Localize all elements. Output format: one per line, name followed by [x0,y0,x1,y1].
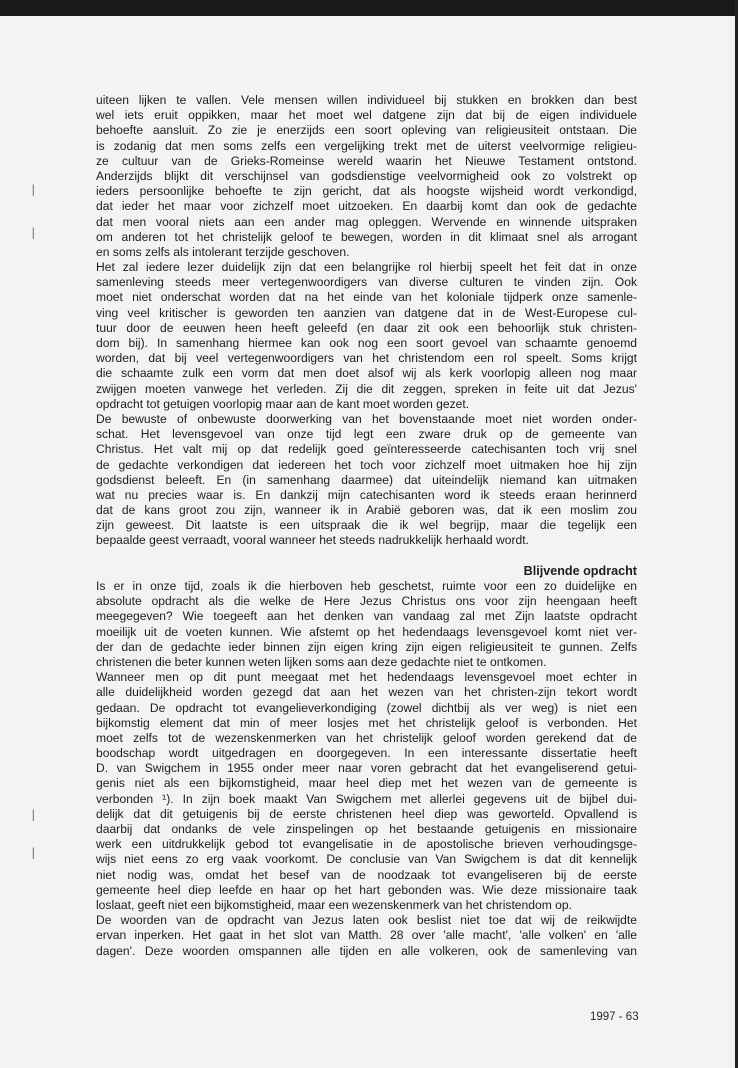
text-line: D. van Swigchem in 1955 onder meer naar voren gebracht dat het evangeliserend getui- [96,761,637,776]
text-line: Wanneer men op dit punt meegaat met het hedendaags levensgevoel moet echter in [96,670,637,685]
text-line: gemeente heel diep leefde en haar op het hart gebonden was. Wie deze missionaire taak [96,882,637,897]
text-line: ving veel kritischer is geworden ten aanzien van datgene dat in de West-Europese cul- [96,305,637,320]
paragraph [96,412,637,549]
text-line: alle duidelijkheid worden gezegd dat aan het wezen van het christen-zijn tekort wordt [96,685,637,700]
text-line: Anderzijds blijkt dit verschijnsel van godsdienstige veelvormigheid ook zo volstrekt op [96,168,637,183]
text-line: delijk dat dit getuigenis bij de eerste christenen heel diep was geworteld. Opvallend is [96,806,637,821]
text-line: De bewuste of onbewuste doorwerking van het bovenstaande moet niet worden onder- [96,411,637,426]
margin-mark: ǀ [31,844,36,863]
text-line: meegegeven? Wie toegeeft aan het denken van vandaag zal met Zijn laatste opdracht [96,609,637,624]
text-line: behoefte aansluit. Zo zie je enerzijds een soort opleving van religieusiteit ontstaan. Die [96,123,637,138]
text-line: dagen'. Deze woorden omspannen alle tijden en alle volkeren, ook de samenleving van [96,943,637,958]
text-line: dat ieder het maar voor zichzelf moet uitzoeken. En daarbij komt dan ook de gedachte [96,199,637,214]
text-line: ze cultuur van de Grieks-Romeinse wereld waarin het Nieuwe Testament ontstond. [96,153,637,168]
text-line: der dan de gedachte ieder binnen zijn eigen kring zijn eigen religieusiteit te gunnen. Zelfs [96,639,637,654]
text-line: boodschap wordt uitgedragen en doorgegeven. In een interessante dissertatie heeft [96,746,637,761]
text-line: om anderen tot het christelijk geloof te bewegen, worden in dit klimaat snel als arrogant [96,229,637,244]
text-line: bepaalde geest verraadt, vooral wanneer het steeds nadrukkelijk herhaald wordt. [96,533,529,548]
text-line: dom bij). In samenhang hiermee kan ook nog een soort gevoel van schaamte genoemd [96,336,637,350]
paragraph [96,260,637,412]
text-line: zijn geweest. Dit laatste is een uitspraak die ik wel begrijp, maar die tegelijk een [96,518,637,533]
text-line: samenleving steeds meer vertegenwoordigers van diverse culturen te vinden zijn. Ook [96,275,637,290]
text-line: dat de kans groot zou zijn, wanneer ik in Arabië geboren was, dat ik een moslim zou [96,503,637,518]
text-line: opdracht tot getuigen voorlopig maar aan de kant moet worden gezet. [96,396,470,411]
text-line: uiteen lijken te vallen. Vele mensen willen individueel bij stukken en brokken dan best [96,93,637,107]
text-line: zwijgen moeten vanwege het verleden. Zij die dit zeggen, spreken in feite uit dat Jezus' [96,381,637,396]
text-line: bijkomstig element dat min of meer losjes met het christelijk geloof is verbonden. Het [96,715,637,730]
text-line: die schaamte zulk een vorm dat men doet alsof wij als kerk voorlopig alleen nog maar [96,366,637,381]
margin-mark: ǀ [31,224,36,243]
text-line: De woorden van de opdracht van Jezus laten ook beslist niet toe dat wij de reikwijdte [96,913,637,928]
paragraph [96,93,637,260]
text-line: wijs niet eens zo erg vaak voorkomt. De conclusie van Van Swigchem is dat dit kennelijk [96,852,637,867]
text-line: Christus. Het valt mij op dat redelijk goed geïnteresseerde catechisanten toch vrij snel [96,442,637,457]
paragraph [96,670,637,913]
text-line: moet zelfs tot de wezenskenmerken van het christelijk geloof worden gerekend dat de [96,730,637,745]
text-line: moeilijk uit de voeten kunnen. Wie afstemt op het hedendaags levensgevoel komt niet ver- [96,624,637,639]
paragraph [96,579,637,670]
text-line: christenen die beter kunnen weten lijken soms aan deze gedachte niet te ontkomen. [96,654,547,669]
text-line: loslaat, geeft niet een bijkomstigheid, maar een wezenskenmerk van het christendom op. [96,897,572,912]
text-line: wel iets eruit oppikken, maar het moet wel datgene zijn dat bij de eigen individuele [96,108,637,123]
text-line: en soms zelfs als intolerant terzijde geschoven. [96,244,350,259]
text-line: Het zal iedere lezer duidelijk zijn dat een belangrijke rol hierbij speelt het feit dat in onze [96,260,637,275]
text-line: godsdienst beleeft. En (in samenhang daarmee) dat uiteindelijk niemand kan uitmaken [96,472,637,487]
text-line: wat nu precies waar is. En dankzij mijn catechisanten word ik steeds eraan herinnerd [96,487,637,502]
text-line: is zodanig dat men soms zelfs een vergelijking trekt met de uiterst veelvormige religieu- [96,138,637,153]
text-line: tuur door de eeuwen heen heeft geleefd (en daar zit ook een behoorlijk stuk christen- [96,320,637,335]
body-text [96,93,637,959]
text-line: worden, dat bij veel vertegenwoordigers van het christendom een rol speelt. Soms krijgt [96,351,637,366]
text-line: dat men vooral niets aan een ander mag opleggen. Wervende en winnende uitspraken [96,214,637,229]
text-line: ervan inperken. Het gaat in het slot van Matth. 28 over 'alle macht', 'alle volken' en 'alle [96,928,637,943]
margin-mark: ǀ [31,181,36,200]
text-line: gedaan. De opdracht tot evangelieverkondiging (zowel dichtbij als ver weg) is niet een [96,700,637,715]
page-number: 1997 - 63 [590,1011,639,1023]
margin-mark: ǀ [31,806,36,825]
paragraph [96,913,637,959]
text-line: moet niet onderschat worden dat na het einde van het koloniale tijdperk onze samenle- [96,290,637,305]
scan-top-border [0,0,738,16]
text-line: ieders persoonlijke behoefte te zijn gericht, dat als hoogste wijsheid wordt verkondigd, [96,184,637,199]
text-line: de gedachte verkondigen dat iedereen het toch voor zichzelf moet uitmaken hoe hij zijn [96,457,637,472]
text-line: werk een uitdrukkelijk gebod tot evangelisatie in de apostolische brieven verhoudingsge- [96,837,637,852]
text-line: verbonden ¹). In zijn boek maakt Van Swigchem met allerlei gegevens uit de bijbel dui- [96,791,637,806]
text-line: genis niet als een bijkomstigheid, maar heel diep met het wezen van de gemeente is [96,776,637,791]
text-line: niet nodig was, omdat het besef van de noodzaak tot evangeliseren bij de eerste [96,867,637,882]
text-line: Is er in onze tijd, zoals ik die hierboven heb geschetst, ruimte voor een zo duidelijke en [96,579,637,593]
text-line: absolute opdracht als die welke de Here Jezus Christus ons voor zijn heengaan heeft [96,594,637,609]
text-line: schat. Het levensgevoel van onze tijd legt een zware druk op de gemeente van [96,427,637,442]
text-line: daarbij dat ondanks de vele zinspelingen op het bestaande getuigenis en missionaire [96,822,637,836]
section-heading: Blijvende opdracht [523,563,637,578]
